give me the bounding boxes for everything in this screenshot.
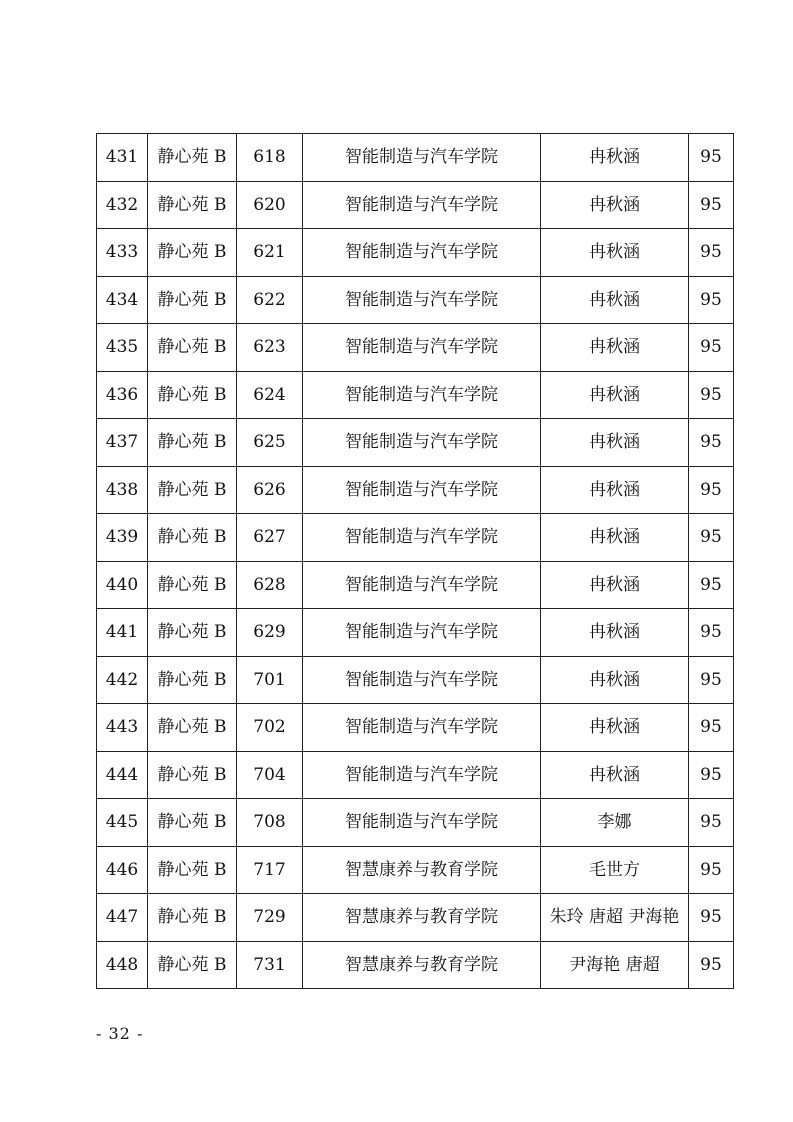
cell-room: 625 xyxy=(237,419,303,467)
cell-college: 智能制造与汽车学院 xyxy=(303,371,541,419)
cell-college: 智能制造与汽车学院 xyxy=(303,229,541,277)
cell-number: 434 xyxy=(97,276,148,324)
cell-counselor: 冉秋涵 xyxy=(541,466,689,514)
cell-number: 439 xyxy=(97,514,148,562)
cell-number: 445 xyxy=(97,799,148,847)
cell-room: 701 xyxy=(237,656,303,704)
cell-building: 静心苑 B xyxy=(148,134,237,182)
cell-score: 95 xyxy=(689,419,734,467)
cell-counselor: 冉秋涵 xyxy=(541,419,689,467)
cell-score: 95 xyxy=(689,514,734,562)
cell-room: 731 xyxy=(237,941,303,989)
cell-number: 447 xyxy=(97,894,148,942)
cell-building: 静心苑 B xyxy=(148,609,237,657)
cell-number: 435 xyxy=(97,324,148,372)
cell-college: 智能制造与汽车学院 xyxy=(303,514,541,562)
cell-score: 95 xyxy=(689,561,734,609)
cell-building: 静心苑 B xyxy=(148,561,237,609)
cell-college: 智能制造与汽车学院 xyxy=(303,799,541,847)
cell-building: 静心苑 B xyxy=(148,324,237,372)
table-row xyxy=(97,276,734,324)
cell-score: 95 xyxy=(689,846,734,894)
cell-number: 437 xyxy=(97,419,148,467)
cell-number: 444 xyxy=(97,751,148,799)
cell-score: 95 xyxy=(689,134,734,182)
cell-room: 628 xyxy=(237,561,303,609)
cell-building: 静心苑 B xyxy=(148,514,237,562)
table-row xyxy=(97,656,734,704)
cell-building: 静心苑 B xyxy=(148,229,237,277)
cell-counselor: 冉秋涵 xyxy=(541,371,689,419)
cell-number: 433 xyxy=(97,229,148,277)
cell-college: 智能制造与汽车学院 xyxy=(303,704,541,752)
cell-room: 618 xyxy=(237,134,303,182)
cell-counselor: 冉秋涵 xyxy=(541,276,689,324)
cell-room: 626 xyxy=(237,466,303,514)
cell-counselor: 冉秋涵 xyxy=(541,704,689,752)
cell-room: 622 xyxy=(237,276,303,324)
dorm-score-table xyxy=(96,133,734,989)
table-row xyxy=(97,419,734,467)
cell-number: 442 xyxy=(97,656,148,704)
cell-building: 静心苑 B xyxy=(148,704,237,752)
cell-number: 448 xyxy=(97,941,148,989)
cell-college: 智能制造与汽车学院 xyxy=(303,466,541,514)
cell-building: 静心苑 B xyxy=(148,466,237,514)
table-row xyxy=(97,371,734,419)
cell-room: 717 xyxy=(237,846,303,894)
cell-counselor: 冉秋涵 xyxy=(541,561,689,609)
cell-score: 95 xyxy=(689,894,734,942)
cell-college: 智能制造与汽车学院 xyxy=(303,181,541,229)
cell-number: 440 xyxy=(97,561,148,609)
cell-counselor: 冉秋涵 xyxy=(541,324,689,372)
cell-college: 智慧康养与教育学院 xyxy=(303,941,541,989)
cell-score: 95 xyxy=(689,371,734,419)
cell-number: 441 xyxy=(97,609,148,657)
cell-number: 436 xyxy=(97,371,148,419)
cell-counselor: 毛世方 xyxy=(541,846,689,894)
cell-room: 702 xyxy=(237,704,303,752)
cell-building: 静心苑 B xyxy=(148,846,237,894)
cell-college: 智慧康养与教育学院 xyxy=(303,846,541,894)
cell-score: 95 xyxy=(689,704,734,752)
table-row xyxy=(97,466,734,514)
cell-score: 95 xyxy=(689,324,734,372)
cell-score: 95 xyxy=(689,941,734,989)
cell-score: 95 xyxy=(689,181,734,229)
cell-building: 静心苑 B xyxy=(148,941,237,989)
cell-counselor: 尹海艳 唐超 xyxy=(541,941,689,989)
cell-counselor: 冉秋涵 xyxy=(541,609,689,657)
cell-counselor: 冉秋涵 xyxy=(541,751,689,799)
cell-building: 静心苑 B xyxy=(148,276,237,324)
cell-college: 智能制造与汽车学院 xyxy=(303,324,541,372)
cell-college: 智能制造与汽车学院 xyxy=(303,561,541,609)
table-body xyxy=(97,134,734,989)
cell-counselor: 李娜 xyxy=(541,799,689,847)
cell-room: 627 xyxy=(237,514,303,562)
cell-score: 95 xyxy=(689,799,734,847)
table-row xyxy=(97,846,734,894)
cell-score: 95 xyxy=(689,276,734,324)
cell-college: 智能制造与汽车学院 xyxy=(303,751,541,799)
table-row xyxy=(97,134,734,182)
cell-counselor: 冉秋涵 xyxy=(541,181,689,229)
table-row xyxy=(97,751,734,799)
table-row xyxy=(97,704,734,752)
cell-counselor: 冉秋涵 xyxy=(541,229,689,277)
cell-number: 446 xyxy=(97,846,148,894)
cell-building: 静心苑 B xyxy=(148,371,237,419)
cell-building: 静心苑 B xyxy=(148,656,237,704)
cell-building: 静心苑 B xyxy=(148,894,237,942)
cell-score: 95 xyxy=(689,466,734,514)
cell-counselor: 朱玲 唐超 尹海艳 xyxy=(541,894,689,942)
cell-room: 623 xyxy=(237,324,303,372)
cell-score: 95 xyxy=(689,229,734,277)
cell-building: 静心苑 B xyxy=(148,419,237,467)
table-row xyxy=(97,181,734,229)
cell-number: 432 xyxy=(97,181,148,229)
cell-score: 95 xyxy=(689,609,734,657)
cell-college: 智能制造与汽车学院 xyxy=(303,276,541,324)
cell-number: 443 xyxy=(97,704,148,752)
table-row xyxy=(97,894,734,942)
cell-score: 95 xyxy=(689,656,734,704)
cell-college: 智慧康养与教育学院 xyxy=(303,894,541,942)
cell-room: 620 xyxy=(237,181,303,229)
table-row xyxy=(97,229,734,277)
cell-building: 静心苑 B xyxy=(148,799,237,847)
table-row xyxy=(97,941,734,989)
cell-number: 438 xyxy=(97,466,148,514)
cell-counselor: 冉秋涵 xyxy=(541,656,689,704)
table-row xyxy=(97,324,734,372)
table-row xyxy=(97,561,734,609)
table-row xyxy=(97,799,734,847)
table-row xyxy=(97,609,734,657)
cell-college: 智能制造与汽车学院 xyxy=(303,419,541,467)
cell-score: 95 xyxy=(689,751,734,799)
cell-room: 624 xyxy=(237,371,303,419)
cell-room: 729 xyxy=(237,894,303,942)
cell-room: 629 xyxy=(237,609,303,657)
cell-counselor: 冉秋涵 xyxy=(541,514,689,562)
cell-college: 智能制造与汽车学院 xyxy=(303,656,541,704)
cell-room: 704 xyxy=(237,751,303,799)
page-number: - 32 - xyxy=(96,1024,144,1043)
cell-room: 621 xyxy=(237,229,303,277)
cell-college: 智能制造与汽车学院 xyxy=(303,609,541,657)
cell-building: 静心苑 B xyxy=(148,751,237,799)
cell-building: 静心苑 B xyxy=(148,181,237,229)
cell-counselor: 冉秋涵 xyxy=(541,134,689,182)
cell-college: 智能制造与汽车学院 xyxy=(303,134,541,182)
cell-number: 431 xyxy=(97,134,148,182)
table-row xyxy=(97,514,734,562)
cell-room: 708 xyxy=(237,799,303,847)
